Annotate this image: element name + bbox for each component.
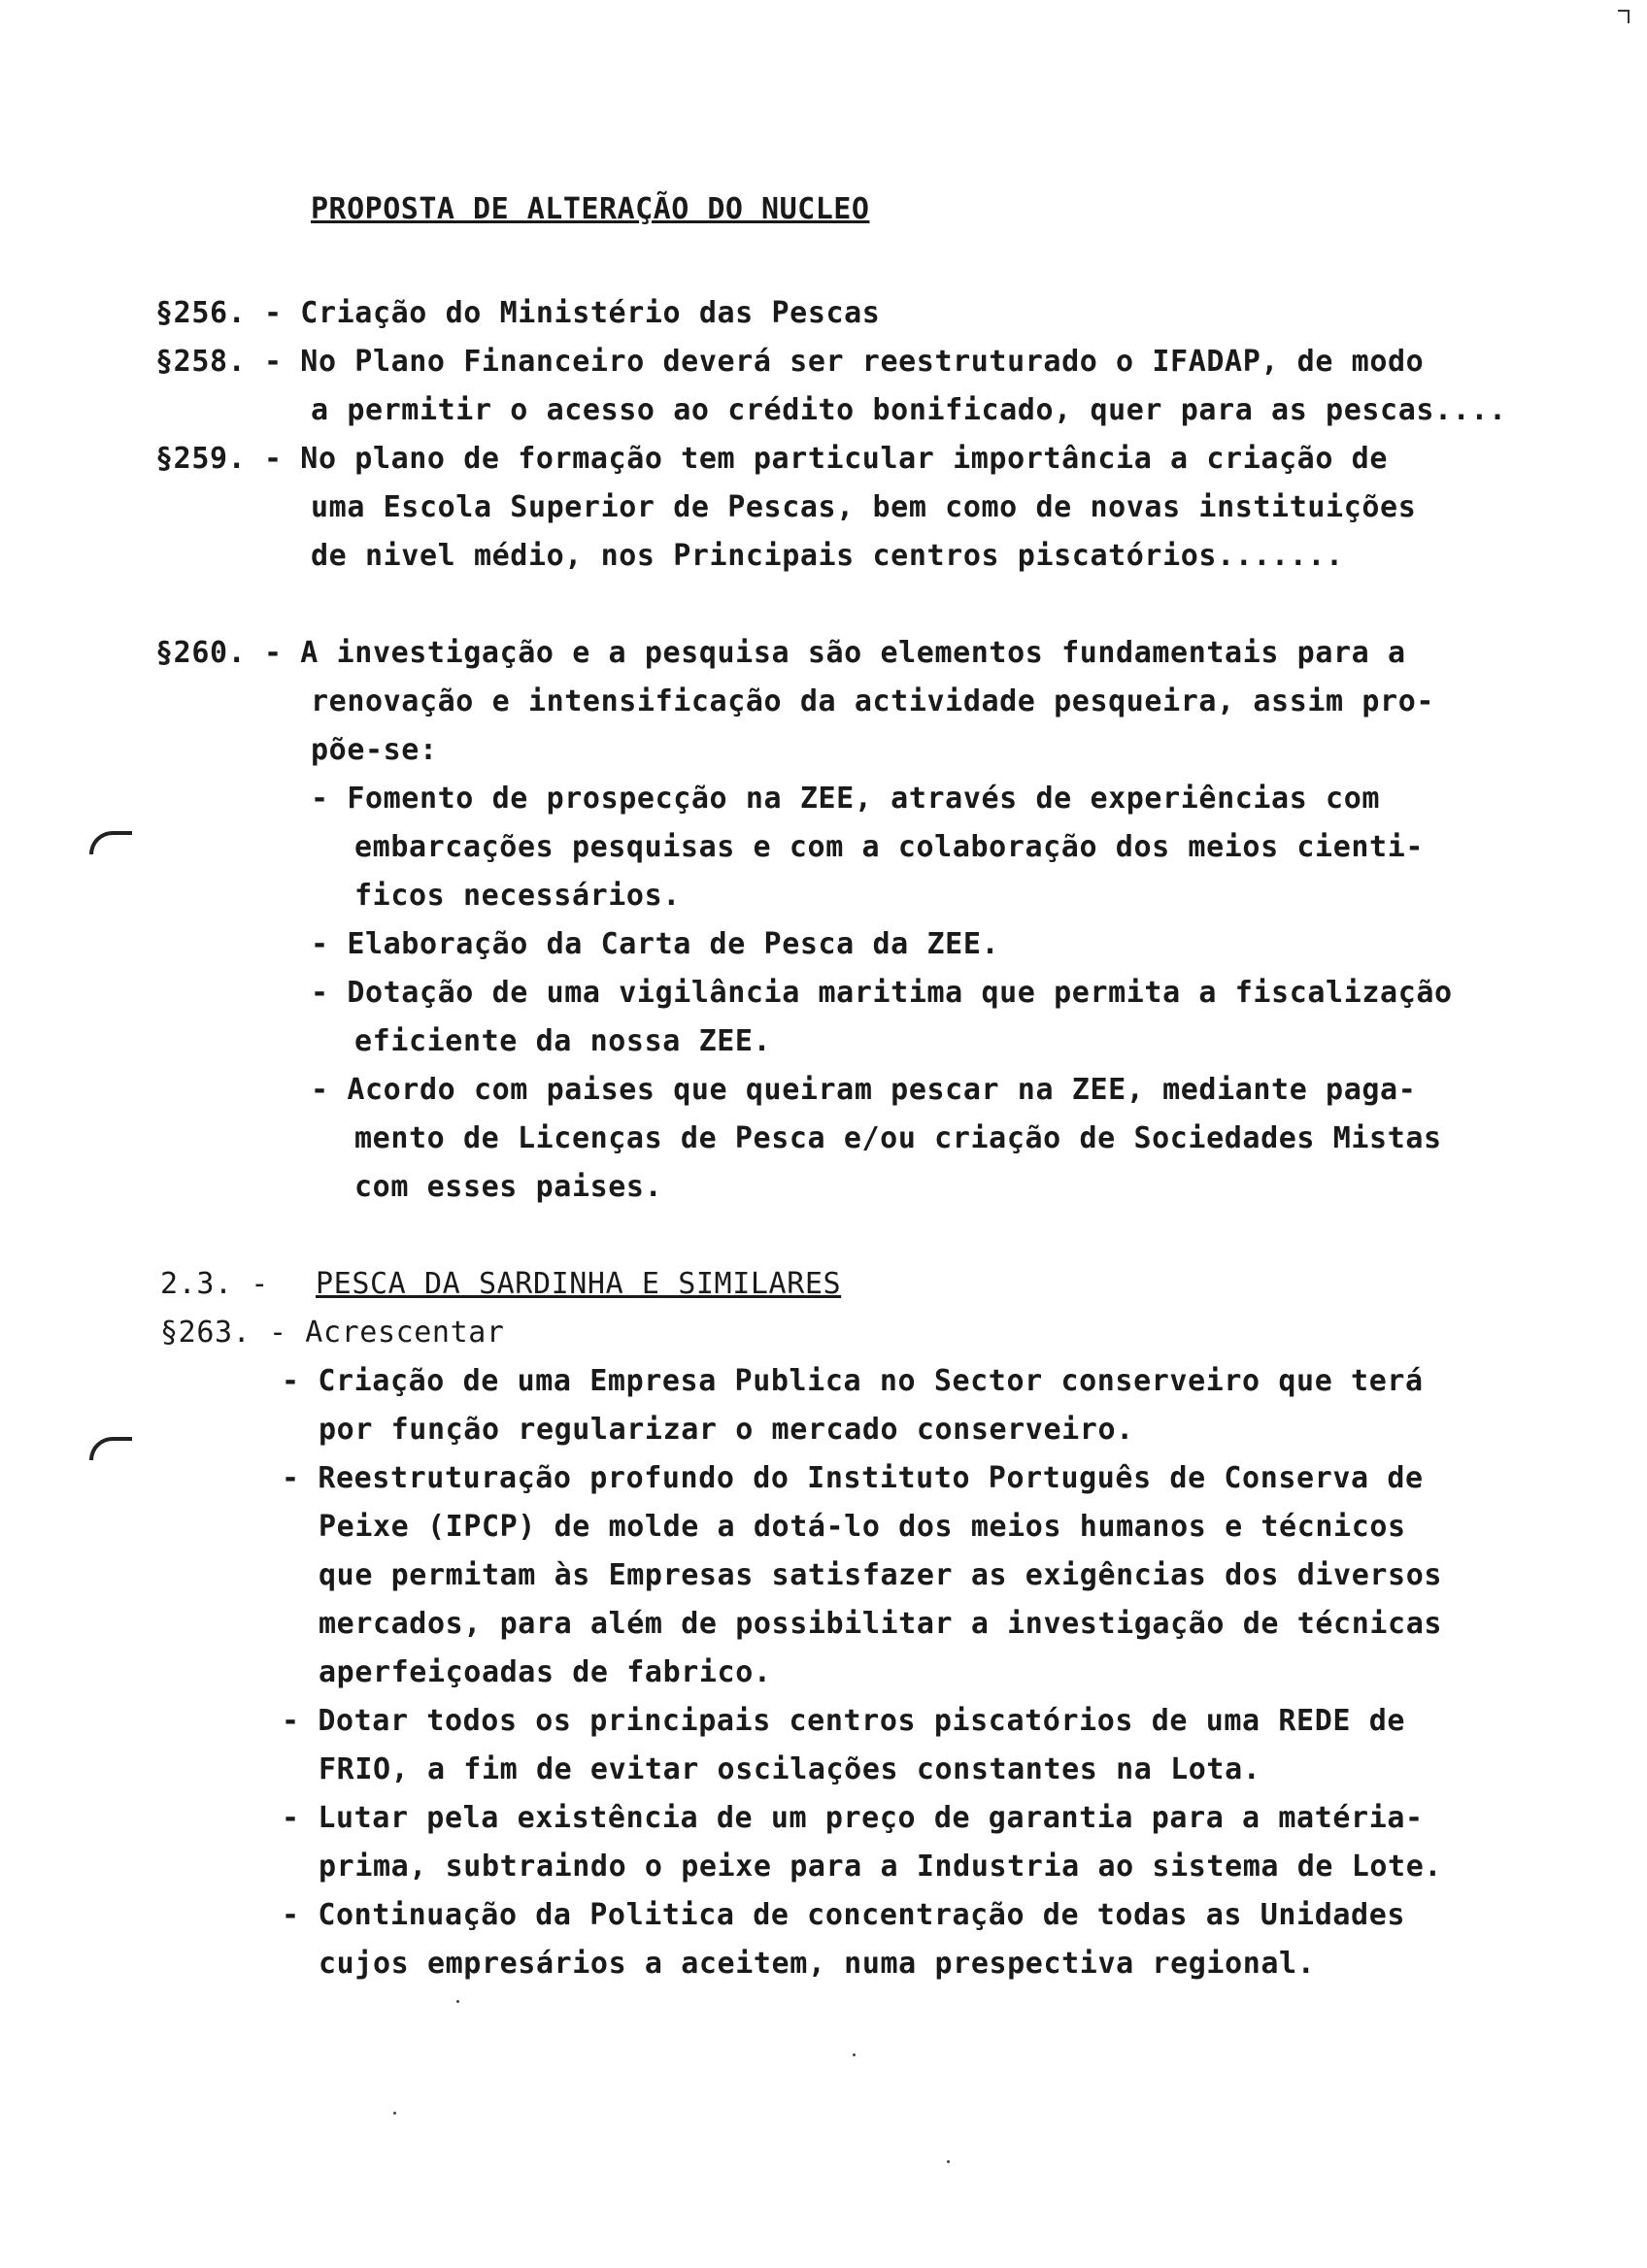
stray-dot <box>393 2112 396 2115</box>
section-263-bullet-2-line-3: que permitam às Empresas satisfazer as exigências dos diversos <box>319 1558 1443 1592</box>
section-260-bullet-1-line-1: - Fomento de prospecção na ZEE, através de experiências com <box>311 782 1381 816</box>
section-258-line-2: a permitir o acesso ao crédito bonificado, quer para as pescas.... <box>311 393 1507 427</box>
subsection-number: 2.3. - <box>160 1267 269 1301</box>
document-title: PROPOSTA DE ALTERAÇÃO DO NUCLEO <box>311 192 870 226</box>
corner-mark <box>1618 10 1630 23</box>
section-260-bullet-1-line-2: embarcações pesquisas e com a colaboração dos meios cienti- <box>354 830 1425 864</box>
stray-dot <box>853 2053 856 2056</box>
section-260-bullet-4-line-3: com esses paises. <box>354 1170 663 1204</box>
section-263-bullet-1-line-1: - Criação de uma Empresa Publica no Sector conserveiro que terá <box>282 1364 1424 1398</box>
section-260-bullet-2-line-1: - Elaboração da Carta de Pesca da ZEE. <box>311 927 1000 961</box>
section-263-bullet-2-line-4: mercados, para além de possibilitar a investigação de técnicas <box>319 1607 1443 1641</box>
punch-hole-mark <box>89 1437 132 1460</box>
section-260-line-2: renovação e intensificação da actividade pesqueira, assim pro- <box>311 684 1435 718</box>
section-263-bullet-3-line-2: FRIO, a fim de evitar oscilações constantes na Lota. <box>319 1752 1261 1786</box>
section-260-bullet-1-line-3: ficos necessários. <box>354 879 681 913</box>
section-258-line-1: §258. - No Plano Financeiro deverá ser reestruturado o IFADAP, de modo <box>155 345 1425 379</box>
stray-dot <box>947 2160 950 2163</box>
section-260-bullet-3-line-1: - Dotação de uma vigilância maritima que permita a fiscalização <box>311 976 1453 1010</box>
section-260-bullet-4-line-1: - Acordo com paises que queiram pescar na ZEE, mediante paga- <box>311 1073 1417 1107</box>
section-256-line-1: §256. - Criação do Ministério das Pescas <box>155 296 881 330</box>
section-263-bullet-4-line-2: prima, subtraindo o peixe para a Industria ao sistema de Lote. <box>319 1850 1443 1884</box>
section-259-line-3: de nivel médio, nos Principais centros piscatórios....... <box>311 539 1344 573</box>
section-263-bullet-5-line-2: cujos empresários a aceitem, numa prespectiva regional. <box>319 1947 1316 1981</box>
stray-dot <box>456 2000 459 2003</box>
section-263-bullet-2-line-1: - Reestruturação profundo do Instituto Português de Conserva de <box>282 1461 1424 1495</box>
section-263-bullet-3-line-1: - Dotar todos os principais centros piscatórios de uma REDE de <box>282 1704 1406 1738</box>
section-263-line-1: §263. - Acrescentar <box>160 1316 505 1350</box>
section-260-line-1: §260. - A investigação e a pesquisa são elementos fundamentais para a <box>155 636 1406 670</box>
section-259-line-2: uma Escola Superior de Pescas, bem como de novas instituições <box>311 490 1417 524</box>
section-260-bullet-4-line-2: mento de Licenças de Pesca e/ou criação de Sociedades Mistas <box>354 1121 1442 1155</box>
section-263-bullet-4-line-1: - Lutar pela existência de um preço de garantia para a matéria- <box>282 1801 1424 1835</box>
section-263-bullet-2-line-2: Peixe (IPCP) de molde a dotá-lo dos meios humanos e técnicos <box>319 1510 1406 1544</box>
section-263-bullet-1-line-2: por função regularizar o mercado conserveiro. <box>319 1413 1134 1447</box>
section-263-bullet-5-line-1: - Continuação da Politica de concentração de todas as Unidades <box>282 1898 1406 1932</box>
subsection-heading: PESCA DA SARDINHA E SIMILARES <box>316 1267 842 1301</box>
section-263-bullet-2-line-5: aperfeiçoadas de fabrico. <box>319 1655 772 1689</box>
section-259-line-1: §259. - No plano de formação tem particular importância a criação de <box>155 442 1388 476</box>
section-260-line-3: põe-se: <box>311 733 438 767</box>
punch-hole-mark <box>89 831 132 854</box>
section-260-bullet-3-line-2: eficiente da nossa ZEE. <box>354 1024 772 1058</box>
